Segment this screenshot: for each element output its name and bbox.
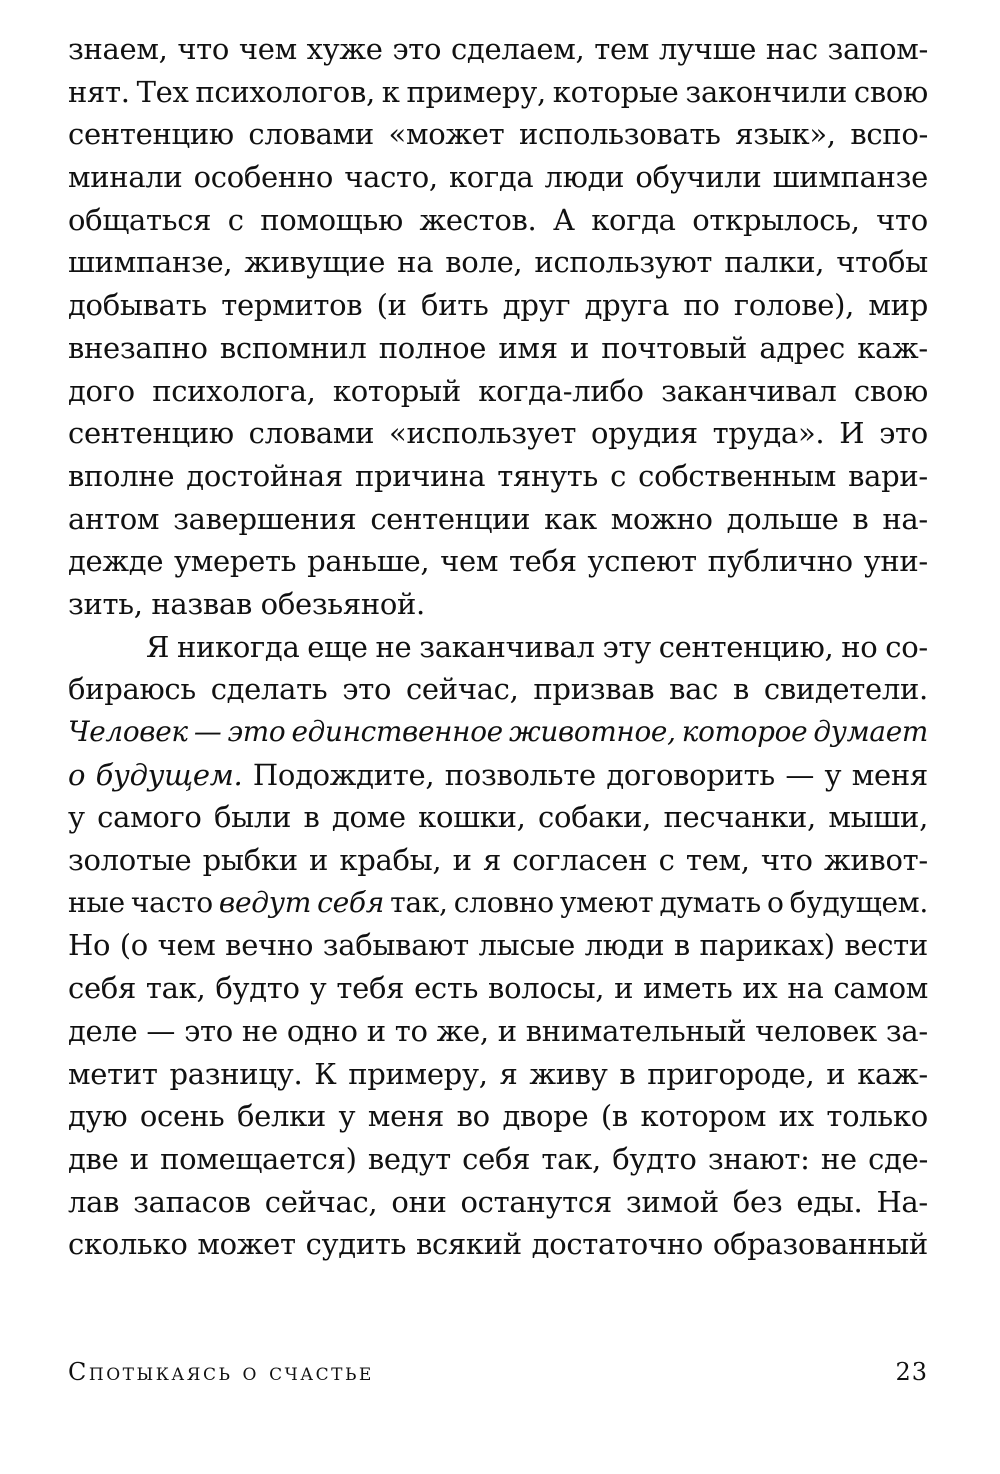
word: же, xyxy=(436,1013,489,1048)
word: и xyxy=(614,971,634,1006)
word: сентенцию xyxy=(68,117,234,152)
word: живот- xyxy=(824,843,928,878)
word: который xyxy=(332,373,461,408)
text-line xyxy=(68,583,928,626)
word: люди xyxy=(544,160,625,195)
word: были xyxy=(213,800,292,835)
word: разницу. xyxy=(169,1056,303,1091)
word: это xyxy=(184,1013,233,1048)
word: особенно xyxy=(193,160,334,195)
word: адрес xyxy=(759,330,845,365)
word: без xyxy=(732,1184,783,1219)
word: люди xyxy=(584,928,665,963)
word: у xyxy=(338,1099,356,1134)
word: самого xyxy=(97,800,202,835)
word: себя xyxy=(68,971,136,1006)
text-line xyxy=(68,241,928,284)
word: они xyxy=(391,1184,447,1219)
text-line xyxy=(68,327,928,370)
word: раньше, xyxy=(307,544,430,579)
word: собаки, xyxy=(538,800,652,835)
word: во xyxy=(456,1099,490,1134)
word: я xyxy=(482,843,501,878)
word: что xyxy=(876,202,928,237)
text-line xyxy=(68,668,928,711)
word: и xyxy=(497,1013,517,1048)
word: их xyxy=(778,1099,814,1134)
word: тем, xyxy=(685,843,750,878)
page-number: 23 xyxy=(895,1358,928,1386)
word: вас xyxy=(669,672,719,707)
word: ные xyxy=(68,885,125,919)
word: внимательный xyxy=(525,1013,747,1048)
word: свою xyxy=(853,74,928,109)
word: вечно xyxy=(225,928,314,963)
word: не xyxy=(820,1141,857,1176)
word: доме xyxy=(331,800,406,835)
word: белки xyxy=(236,1099,326,1134)
word: эту xyxy=(602,629,651,664)
word: примеру, xyxy=(348,1056,488,1091)
word: и xyxy=(569,330,589,365)
word: «использует xyxy=(389,416,577,451)
word: Человек xyxy=(68,715,188,748)
word: меня xyxy=(367,1099,445,1134)
word: заканчивал xyxy=(661,373,837,408)
word: это xyxy=(342,672,392,707)
word: На- xyxy=(876,1184,928,1219)
word: по xyxy=(683,288,720,323)
word: не xyxy=(241,1013,278,1048)
word: пригороде, xyxy=(647,1056,815,1091)
text-line xyxy=(68,370,928,413)
word: тем xyxy=(594,32,650,66)
word: — xyxy=(193,715,222,748)
word: я xyxy=(499,1056,518,1091)
word: призвав xyxy=(533,672,655,707)
word: знают: xyxy=(707,1141,810,1176)
text-line xyxy=(68,1181,928,1224)
word: друга xyxy=(584,288,670,323)
word: К xyxy=(314,1056,337,1091)
word: чем xyxy=(157,928,216,963)
word: шимпанзе xyxy=(772,160,928,195)
word: так, xyxy=(145,971,206,1006)
word: Подождите, xyxy=(252,757,435,792)
word: словно xyxy=(453,885,554,919)
word: (и xyxy=(376,288,407,323)
text-line xyxy=(68,113,928,156)
word: имя xyxy=(498,330,558,365)
word: успеют xyxy=(587,544,697,579)
word: которое xyxy=(681,715,808,748)
word: крабы, xyxy=(339,843,442,878)
word: будущем. xyxy=(95,757,243,792)
word: песчанки, xyxy=(663,800,816,835)
text-line xyxy=(68,498,928,541)
word: завершения xyxy=(173,501,357,536)
text-line xyxy=(68,1095,928,1138)
text-line xyxy=(68,796,928,839)
word: позвольте xyxy=(444,757,596,792)
word: будто xyxy=(612,1141,697,1176)
word: в xyxy=(619,1056,636,1091)
word: не xyxy=(375,629,412,664)
word: чтобы xyxy=(836,245,928,280)
word: открылось, xyxy=(692,202,860,237)
word: вари- xyxy=(848,458,928,493)
word: одно xyxy=(286,1013,358,1048)
body-text xyxy=(68,28,928,1266)
word: зить, xyxy=(68,586,143,621)
word: внезапно xyxy=(68,330,208,365)
text-line xyxy=(68,1053,928,1096)
word: думать xyxy=(659,885,761,919)
word: и xyxy=(366,1013,386,1048)
word: которые xyxy=(552,74,679,109)
word: друг xyxy=(502,288,571,323)
word: зимой xyxy=(625,1184,719,1219)
word: договорить xyxy=(606,757,775,792)
word: психологов, xyxy=(195,74,375,109)
word: волосы, xyxy=(488,971,605,1006)
word: бить xyxy=(421,288,489,323)
word: иметь xyxy=(643,971,733,1006)
word: еды. xyxy=(796,1184,863,1219)
word: в xyxy=(852,501,869,536)
word: запасов xyxy=(133,1184,251,1219)
word: язык», xyxy=(735,117,836,152)
word: их xyxy=(742,971,778,1006)
word: дворе xyxy=(502,1099,589,1134)
word: часто xyxy=(130,885,213,919)
word: и xyxy=(452,843,472,878)
word: тебя xyxy=(336,971,405,1006)
word: полное xyxy=(378,330,487,365)
word: за- xyxy=(885,1013,928,1048)
word: примеру, xyxy=(406,74,546,109)
word: (о xyxy=(119,928,148,963)
word: меня xyxy=(851,757,928,792)
word: публично xyxy=(707,544,853,579)
running-title: Спотыкаясь о счастье xyxy=(68,1358,374,1386)
word: всякий xyxy=(415,1227,522,1262)
word: вспо- xyxy=(850,117,928,152)
word: «может xyxy=(388,117,505,152)
word: когда xyxy=(448,160,534,195)
text-line xyxy=(68,967,928,1010)
text-line xyxy=(68,924,928,967)
word: дого xyxy=(68,373,135,408)
word: есть xyxy=(414,971,479,1006)
word: у xyxy=(68,800,85,835)
word: минали xyxy=(68,160,183,195)
text-line xyxy=(68,71,928,114)
word: с xyxy=(610,458,627,493)
word: сколько xyxy=(68,1227,188,1262)
word: назвав xyxy=(151,586,252,621)
text-line xyxy=(68,711,928,754)
text-line xyxy=(68,284,928,327)
word: еще xyxy=(307,629,368,664)
word: в xyxy=(303,800,320,835)
word: так, xyxy=(541,1141,601,1176)
text-line xyxy=(68,540,928,583)
word: знаем, xyxy=(68,32,168,66)
word: человек xyxy=(755,1013,877,1048)
word: вести xyxy=(844,928,928,963)
word: дежде xyxy=(68,544,164,579)
word: это xyxy=(392,32,442,66)
word: как xyxy=(544,501,597,536)
word: только xyxy=(826,1099,928,1134)
word: у xyxy=(309,971,327,1006)
word: закончили xyxy=(685,74,847,109)
word: заканчивал xyxy=(419,629,595,664)
word: сентенцию xyxy=(68,416,234,451)
word: забывают xyxy=(322,928,469,963)
word: то xyxy=(394,1013,428,1048)
word: о xyxy=(68,757,86,792)
word: у xyxy=(824,757,842,792)
word: вспомнил xyxy=(219,330,367,365)
word: в xyxy=(673,928,690,963)
word: когда xyxy=(591,202,676,237)
word: но xyxy=(841,629,878,664)
word: запом- xyxy=(827,32,928,66)
word: будущем. xyxy=(789,885,928,919)
text-line xyxy=(68,455,928,498)
word: используют xyxy=(534,245,713,280)
word: термитов xyxy=(221,288,363,323)
word: останутся xyxy=(460,1184,612,1219)
word: будто xyxy=(215,971,300,1006)
word: помощью xyxy=(260,202,403,237)
word: обезьяной. xyxy=(260,586,425,621)
word: о xyxy=(766,885,784,919)
word: сделать xyxy=(210,672,328,707)
word: психолога, xyxy=(152,373,316,408)
word: ведут xyxy=(218,885,312,919)
word: Я xyxy=(146,629,170,664)
word: обучили xyxy=(635,160,762,195)
word: в xyxy=(732,672,750,707)
word: со- xyxy=(885,629,928,664)
word: часто, xyxy=(344,160,438,195)
word: Тех xyxy=(136,74,189,109)
word: дую xyxy=(68,1099,128,1134)
word: лав xyxy=(68,1184,120,1219)
word: дольше xyxy=(726,501,839,536)
word: так, xyxy=(390,885,448,919)
word: с xyxy=(658,843,675,878)
word: себя xyxy=(317,885,385,919)
word: тянуть xyxy=(497,458,599,493)
word: сентенцию, xyxy=(658,629,834,664)
text-line xyxy=(68,156,928,199)
word: причина xyxy=(354,458,486,493)
word: чем xyxy=(238,32,297,66)
text-line xyxy=(68,754,928,797)
word: деле xyxy=(68,1013,138,1048)
word: сде- xyxy=(868,1141,928,1176)
word: почтовый xyxy=(601,330,748,365)
word: хуже xyxy=(306,32,383,66)
word: общаться xyxy=(68,202,212,237)
word: Но xyxy=(68,928,111,963)
word: париках) xyxy=(699,928,835,963)
word: самом xyxy=(833,971,928,1006)
word: золотые xyxy=(68,843,192,878)
word: кошки, xyxy=(418,800,526,835)
word: жестов. xyxy=(419,202,537,237)
text-line xyxy=(68,1010,928,1053)
word: нят. xyxy=(68,74,130,109)
word: шимпанзе, xyxy=(68,245,233,280)
word: воле, xyxy=(445,245,523,280)
word: (в xyxy=(600,1099,628,1134)
word: лысые xyxy=(478,928,575,963)
word: единственное xyxy=(291,715,503,748)
word: с xyxy=(227,202,244,237)
text-line xyxy=(68,882,928,925)
word: бираюсь xyxy=(68,672,196,707)
word: орудия xyxy=(591,416,698,451)
word: достаточно xyxy=(531,1227,703,1262)
word: что xyxy=(760,843,813,878)
word: — xyxy=(785,757,815,792)
page-footer xyxy=(68,1352,928,1392)
word: метит xyxy=(68,1056,158,1091)
word: может xyxy=(197,1227,296,1262)
word: никогда xyxy=(176,629,300,664)
word: палки, xyxy=(724,245,825,280)
word: чем xyxy=(440,544,499,579)
word: согласен xyxy=(512,843,648,878)
word: осень xyxy=(139,1099,225,1134)
word: рыбки xyxy=(202,843,298,878)
word: на- xyxy=(882,501,928,536)
word: умеют xyxy=(559,885,654,919)
text-line xyxy=(68,1138,928,1181)
word: себя xyxy=(462,1141,531,1176)
word: А xyxy=(553,202,575,237)
word: живущие xyxy=(244,245,386,280)
word: это xyxy=(227,715,286,748)
text-line xyxy=(68,412,928,455)
word: нас xyxy=(765,32,818,66)
word: что xyxy=(177,32,230,66)
word: лучше xyxy=(658,32,757,66)
word: свидетели. xyxy=(763,672,928,707)
word: словами xyxy=(248,117,374,152)
word: на xyxy=(397,245,434,280)
word: труда». xyxy=(712,416,825,451)
word: сейчас, xyxy=(405,672,519,707)
word: добывать xyxy=(68,288,207,323)
word: животное, xyxy=(508,715,676,748)
word: котором xyxy=(640,1099,767,1134)
word: антом xyxy=(68,501,160,536)
word: к xyxy=(381,74,400,109)
word: уни- xyxy=(863,544,928,579)
word: ведут xyxy=(367,1141,451,1176)
word: достойная xyxy=(186,458,343,493)
word: каж- xyxy=(857,330,928,365)
text-line xyxy=(68,199,928,242)
word: сделаем, xyxy=(450,32,585,66)
word: и xyxy=(129,1141,149,1176)
word: и xyxy=(826,1056,846,1091)
word: судить xyxy=(305,1227,407,1262)
word: живу xyxy=(529,1056,608,1091)
word: каж- xyxy=(857,1056,928,1091)
word: умереть xyxy=(174,544,297,579)
text-line xyxy=(68,28,928,71)
word: это xyxy=(879,416,928,451)
word: думает xyxy=(813,715,928,748)
word: свою xyxy=(853,373,928,408)
word: тебя xyxy=(508,544,577,579)
word: — xyxy=(146,1013,176,1048)
word: использовать xyxy=(518,117,721,152)
word: когда-либо xyxy=(478,373,644,408)
text-line xyxy=(68,839,928,882)
word: мир xyxy=(868,288,928,323)
word: мыши, xyxy=(828,800,928,835)
word: словами xyxy=(248,416,375,451)
word: собственным xyxy=(638,458,837,493)
word: голове), xyxy=(733,288,855,323)
text-line xyxy=(68,1223,928,1266)
word: и xyxy=(309,843,329,878)
word: на xyxy=(787,971,824,1006)
word: образованный xyxy=(712,1227,928,1262)
text-line xyxy=(68,626,928,669)
word: помещается) xyxy=(160,1141,357,1176)
word: две xyxy=(68,1141,119,1176)
word: можно xyxy=(610,501,713,536)
word: вполне xyxy=(68,458,175,493)
word: сентенции xyxy=(370,501,531,536)
word: И xyxy=(839,416,865,451)
word: сейчас, xyxy=(264,1184,378,1219)
